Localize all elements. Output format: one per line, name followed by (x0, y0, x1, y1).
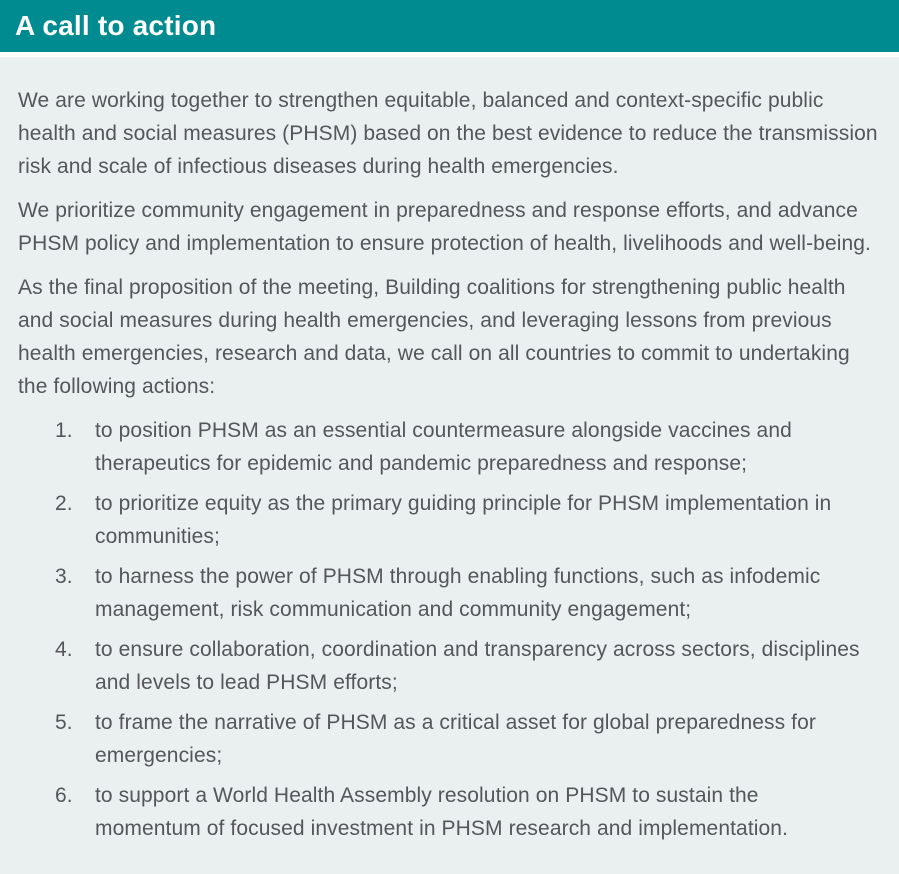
list-item-number: 4. (55, 638, 73, 661)
paragraph-priorities: We prioritize community engagement in preparedness and response efforts, and advance PHSM policy and implementation to ensure protection of health, livelihoods and well-being. (18, 199, 871, 255)
list-item (55, 779, 879, 845)
list-item (55, 414, 879, 480)
section-header (0, 0, 899, 52)
list-item (55, 633, 879, 699)
paragraph-proposition: As the final proposition of the meeting, Building coalitions for strengthening public health and social measures during health emergencies, and leveraging lessons from previous health emergencies, research and data, we call on all countries to commit to undertaking the following actions: (18, 276, 850, 398)
action-list (18, 414, 879, 845)
list-item-number: 2. (55, 492, 73, 515)
list-item-number: 6. (55, 784, 73, 807)
list-item-number: 5. (55, 711, 73, 734)
list-item-text: to position PHSM as an essential countermeasure alongside vaccines and therapeutics for epidemic and pandemic preparedness and response; (95, 419, 792, 475)
list-item-text: to ensure collaboration, coordination and transparency across sectors, disciplines and levels to lead PHSM efforts; (95, 638, 860, 694)
list-item-number: 3. (55, 565, 73, 588)
list-item (55, 487, 879, 553)
section-title: A call to action (15, 10, 217, 41)
list-item-text: to prioritize equity as the primary guiding principle for PHSM implementation in communities; (95, 492, 832, 548)
section-body (0, 57, 899, 874)
paragraph-intro: We are working together to strengthen equitable, balanced and context-specific public health and social measures (PHSM) based on the best evidence to reduce the transmission risk and scale of infectious diseases during health emergencies. (18, 89, 878, 178)
list-item-number: 1. (55, 419, 73, 442)
list-item-text: to support a World Health Assembly resolution on PHSM to sustain the momentum of focused investment in PHSM research and implementation. (95, 784, 789, 840)
list-item (55, 706, 879, 772)
list-item-text: to frame the narrative of PHSM as a critical asset for global preparedness for emergencies; (95, 711, 816, 767)
list-item-text: to harness the power of PHSM through enabling functions, such as infodemic management, risk communication and community engagement; (95, 565, 821, 621)
list-item (55, 560, 879, 626)
